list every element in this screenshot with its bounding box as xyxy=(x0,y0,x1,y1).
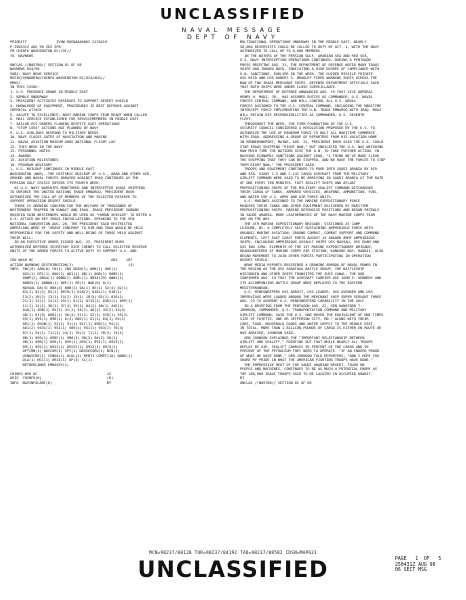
right-column-line: THE 4TH MARINE EXPEDITIONARY BRIGADE, STATIONED AT CAMP xyxy=(240,221,361,226)
right-column-line: HENRY H. MAUZ, JR., HAS ASSUMED DUTIES AS COMMANDER, U.S. NAVAL xyxy=(240,94,373,99)
right-column-line: THE 180,000 IRAQI TROOPS SAID TO BE LOCATED IN OCCUPIED KUWAIT. xyxy=(240,371,373,376)
left-column-line: NETHERLANDS EMBASSY(1) xyxy=(10,362,70,367)
right-column-line: AUTHORIZE THE USE OF MINIMUM FORCE TO HALT ALL MARITIME COMMERCE xyxy=(240,130,375,135)
left-column-line: INFO SNC(0) AAN(0) CN(1) CNO GBIN(1) 00N(1) 00E(1) xyxy=(10,267,118,272)
right-column-line: INTERCEPT FORCE IMPLEMENTING THE U.N. TRADE EMBARGO WITH IRAQ. MAUZ xyxy=(240,108,382,113)
left-column-line: 4. KNOWLEDGE OF EQUIPMENT, PROCEDURES IS BEST DEFENSE AGAINST xyxy=(10,103,139,108)
left-column-line: 11(1) 12(1) 36(1) 37(4) 39(1) 04(2) 08(1) 44E(1) xyxy=(10,303,124,308)
right-column-line: NEWS MEDIA REPORTS DESCRIBED A GROWING ARMADA OF NAVAL POWER IN xyxy=(240,262,377,267)
left-column-line: PRIORITY ZYUW RUENAAA0062 2170419 xyxy=(10,40,107,44)
left-column-line: IN AN EXECUTIVE ORDER ISSUED AUG. 22, PRESIDENT BUSH xyxy=(10,240,124,245)
naval-message-label: NAVAL MESSAGE xyxy=(181,27,285,34)
left-column-line: ORIG CHINFO(6) (6) xyxy=(10,376,114,381)
left-column-line: 8. "STOP LOSS" ACTIONS NOT PLANNED BY NAVY xyxy=(10,126,99,131)
left-column-line: THERE IS GROWING CONCERN FOR THE WELFARE OF THOUSANDS OF xyxy=(10,203,133,208)
page-info-line: 06 SECT MSG xyxy=(395,568,427,574)
left-column-line: NAVGAL DA(4) 0BA(4) 00B(1) 0A(1) 0E(1) 52(4) 02(1) xyxy=(10,285,129,290)
left-column-line: TO NAVNEWS xyxy=(10,53,34,58)
left-column-line: 59(1) 091(1) 098(1) 6(4) 60E(1) 61(1) 64(1) 65(2) xyxy=(10,317,126,322)
right-column-line: AND WATER FOR U.S. ARMY AND AIR FORCE UNITS. xyxy=(240,194,333,199)
left-column-line: NAVNEWS 034/90 xyxy=(10,67,40,72)
left-column-line: 9. U.S. AIRLINES RESPOND TO MILITARY NEEDS xyxy=(10,130,99,135)
left-column-line: A01(2) 9431(1) 951(1) V09(1) 941(1) 943(2) 76(4) xyxy=(10,326,124,331)
right-column-line: IMPERVIOUS WERE LOADED ABOARD THE MERCHANT SHIP SUPER SERVANT THREE xyxy=(240,294,382,299)
left-column-line: AUTHORIZED DEFENSE SECRETARY DICK CHENEY TO CALL SELECTED RESERVE xyxy=(10,244,147,249)
right-column-line: AIRLIFT AND SEALIFT," POINTING OUT THAT WHILE NEARLY ALL TROOPS xyxy=(240,340,373,345)
left-column-line: UNITS OF THE ARMED FORCES TO ACTIVE DUTY TO SUPPORT U.S. AND xyxy=(10,249,137,254)
left-column-line: RMKS/ xyxy=(10,80,21,85)
left-column-line: 5. SALUTE TO EXCELLENCE: NAVY-MARINE CORPS TEAM READY WHEN CALLED xyxy=(10,112,147,117)
right-column-line: JOHNSON, COMMANDER, U.S. TRANSPORTATION COMMAND AND MILITARY xyxy=(240,308,367,313)
dept-of-navy-label: DEPT OF NAVY xyxy=(187,34,279,41)
right-column-line: SHIPS, INCLUDING AMPHIBIOUS ASSAULT SHIPS USS NASSAU, USS GUAM AND xyxy=(240,240,380,245)
right-column-line: DEPLOY BY AIR, SEALIFT CARRIES 95 PERCENT OF THE CARGO AND 99 xyxy=(240,344,369,349)
left-column-line: UNCLAS //N05780// SECTION 01 OF 05 xyxy=(10,62,82,67)
left-column-line: USNAVCNS(1) CENDA(1) ULUL(1) MENT1 COMPT(10) NANS(1) xyxy=(10,353,133,358)
right-column-line: CARS, FOOD, HOUSEHOLD GOODS AND WATER SUPPLY TO THE MIDDLE EAST. xyxy=(240,321,375,326)
right-column-line: THEM RIGHT NOW," THE PRESIDENT SAID. xyxy=(240,162,316,167)
left-column-line: 16. PROGRAM ADVISORY xyxy=(10,162,53,167)
left-column-line: TO ENFORCE THE UNITED NATIONS TRADE EMBARGO, PRESIDENT BUSH xyxy=(10,190,135,195)
left-column-line: 40(1) 01(9) 0081(1) 56(4) 51(1) 52(1) 570(1) 55(2) xyxy=(10,312,129,317)
left-column-line: AMERICANS WERE OF "GRAVE CONCERN" TO HIM AND IRAQ WOULD BE HELD xyxy=(10,226,143,231)
left-column-line: SUPPORT OPERATION DESERT SHIELD. xyxy=(10,199,78,204)
classification-header: UNCLASSIFIED xyxy=(160,5,306,23)
right-column-line: PREPOSITIONING SHIPS. MARINE DEFENSIVE POSITIONS AND BEGAN PATROLS xyxy=(240,208,380,213)
right-column-line: LEJEUNE, NC, A COMPLETELY SELF-SUSTAINING AMPHIBIOUS FORCE WITH xyxy=(240,226,373,231)
left-column-line: AUTHORIZED THE CALL-UP OF MEMBERS OF THE SELECTED RESERVE TO xyxy=(10,194,137,199)
right-column-line: BACKING ECONOMIC SANCTIONS AGAINST IRAQ, "I THINK WE'VE MADE CLEAR xyxy=(240,153,380,158)
right-column-line: AND SEA. GIANT C-5 AND C-141 CARGO AIRCRAFT FROM THE MILITARY xyxy=(240,171,369,176)
left-column-line: AS U.S. NAVY WARSHIPS MONITORED AND INTERCEPTED IRAQI SHIPPING xyxy=(10,185,145,190)
right-column-line: SECURITY COUNCIL CONSIDERED A RESOLUTION PROPOSED BY THE U.S. TO xyxy=(240,126,375,131)
right-column-line: IN TOTAL, MORE THAN 1 BILLION POUNDS OF CARGO IS EITHER EN ROUTE OR xyxy=(240,326,382,331)
right-column-line: USS IWO JIMA. ELEMENTS OF THE 1ST MARINE EXPEDITIONARY BRIGADE, xyxy=(240,244,373,249)
right-column-line: AIRLIFT COMMAND, SAID THE U.S. HAD MOVED THE EQUIVALENT OF ONE TIMES xyxy=(240,312,384,317)
left-column-line: 21(1) 22(1) 23(1) 29(1) 61(2) 0715(1) 0301(1) 05P(1) xyxy=(10,299,133,304)
left-column-line: INFO NAVINFOLANT(6) BT xyxy=(10,381,112,386)
left-column-text xyxy=(10,40,224,386)
right-column-line: ITS ACCOMPANYING BATTLE GROUP WERE DEPLOYED TO THE EASTERN xyxy=(240,280,363,285)
right-column-text xyxy=(240,40,454,386)
left-column-line: THEIR WILL. xyxy=(10,235,34,240)
right-column-line: USS REID AND USS ROBERT G. BRADLEY FIRED WARNING SHOTS ACROSS THE xyxy=(240,76,377,81)
right-column-line: U.S. NAVY INTERCEPTION OPERATIONS CONTINUED. DURING A PENTAGON xyxy=(240,58,371,63)
right-column-line: TROOPS AND EQUIPMENT CONTINUED TO POUR INTO SAUDI ARABIA BY AIR xyxy=(240,167,377,172)
left-column-line: SUBJ: NAVY NEWS SERVICE xyxy=(10,71,59,76)
left-column-line: 00BS5(1) 00B00(1) 00F(1) 09(1) NAD(0) 0(1) xyxy=(10,280,112,285)
left-column-line: 15. AVIATION MILESTONES xyxy=(10,158,59,163)
left-column-line: WESTERNERS TRAPPED IN KUWAIT AND IRAQ. IRAQI PRESIDENT SADDAM xyxy=(10,208,139,213)
right-column-line: IN KENNEBUNKPORT, MAINE, AUG. 22, PRESIDENT BUSH SAID THE U.S. COULD xyxy=(240,140,384,145)
left-column-line: 9B(1) 09B(1) 098(1) 099(1) 095(1) 091(1) 0925(1) xyxy=(10,340,124,345)
left-column-line: 1. U.S. BUILDUP CONTINUES IN MIDDLE EAST xyxy=(10,167,95,172)
right-column-line: SHIPS HAD TURNED BACK, INDICATING A HIGH DEGREE OF COMPLIANCE WITH xyxy=(240,67,380,72)
right-column-line: ELEMENTS, LEFT EAST COAST PORTS AUGUST 15 ABOARD ARMY AMPHIBIOUS xyxy=(240,235,375,240)
left-column-line: 00BP(2) 0BA4(1) 00BN(2) 00BL(1) 0B34(29) 0WB1(1) xyxy=(10,276,124,281)
left-column-line: DLA(1) NCC(1) 09Z4(1) OP(2) SC(1) xyxy=(10,358,93,363)
right-column-line: UNCLAS //N05780// SECTION 02 OF 05 xyxy=(240,381,312,386)
right-column-line: THAT BOTH SHIPS WERE UNDER CLOSE SURVEILLANCE. xyxy=(240,85,337,90)
left-column-line: 13. PERSONNEL NOTES xyxy=(10,149,51,154)
right-column-line: AIRLIFT COMMAND WERE SAID TO BE ARRIVING IN SAUDI ARABIA AT THE RATE xyxy=(240,176,384,181)
left-column-line: 0B(1) 099(1) 098F(1) 9B0(1) 98(2) 90(2) 58(1) xyxy=(10,335,118,340)
left-column-line: P 250431Z AUG 90 ZEX ZFB xyxy=(10,44,61,49)
right-column-line: AUTHORIZED TO CALL UP TO 6,000 MEMBERS. xyxy=(240,49,323,54)
left-column-line: GROUND AND NAVAL FORCES ARRAYED AGAINST IRAQ CONTINUES AS THE xyxy=(10,176,139,181)
right-column-line: PRESS BRIEFING AUG. 21, THE DEPARTMENT OF DEFENSE NOTED MANY IRAQI xyxy=(240,62,380,67)
right-column-line: BEGAN MOVEMENT TO JOIN OTHER FORCES PARTICIPATING IN OPERATION xyxy=(240,253,371,258)
right-column-line: WILL RETAIN HIS RESPONSIBILITIES AS COMMANDER, U.S. SEVENTH xyxy=(240,112,365,117)
right-column-line: MULTINATIONAL OPERATIONS UNDERWAY IN THE MIDDLE EAST. NEARLY xyxy=(240,40,367,44)
page-info xyxy=(395,557,457,574)
left-column-line: ACTION NAVNEWS DISTRIBUTION(1) (4) xyxy=(10,262,135,267)
left-column-line: 83(1) 01(2) 05(1) 0978(1) 018(2) 0181(1) 018(1) xyxy=(10,290,122,295)
left-column-line: 1. U.S. PRESENCE GROWS IN MIDDLE EAST xyxy=(10,90,88,95)
left-column-line: CHINFO WSH DC 12 xyxy=(10,371,112,376)
left-column-line: 2. NIMBLE UNDERWAY xyxy=(10,94,48,99)
right-column-line: THE REGION AS THE USS SARATOGA BATTLE GROUP, THE BATTLESHIP xyxy=(240,267,365,272)
left-column-line: U.S. ATTACK ON KEY IRAQI INSTALLATIONS. SPEAKING TO THE VFW xyxy=(10,217,135,222)
right-column-line: FORCES ASSIGNED TO THE U.S. CENTRAL COMMAND, INCLUDING THE MARITIME xyxy=(240,103,382,108)
right-column-line: THE SHIPPING THAT THEY CAN BE STOPPED, AND WE HAVE THE FORCES TO STOP xyxy=(240,158,386,163)
right-column-line: IN THE WATERS OF THE PERSIAN GULF, ARABIAN SEA AND RED SEA, xyxy=(240,53,369,58)
right-column-line: BT xyxy=(240,376,245,381)
right-column-line: 50,000 RESERVISTS COULD BE CALLED TO DUTY BY OCT. 1, WITH THE NAVY xyxy=(240,44,380,49)
right-column-line: U.N. SANCTIONS. EARLIER IN THE WEEK, THE GUIDED MISSILE FRIGATE xyxy=(240,71,373,76)
left-column-line: 14. AWARDS xyxy=(10,153,32,158)
right-column-line: U.S. MARINES ASSIGNED TO THE MARINE EXPEDITIONARY FORCE xyxy=(240,199,361,204)
right-column-line: U.S. MINESWEEPERS USS ADROIT, USS LEADER, USS AVENGER AND USS xyxy=(240,290,373,295)
left-column-line: 87(1) 94(1) 711(1) 24(1) 76(2) 71(1) 78(3) 74(1) xyxy=(10,331,124,335)
left-column-line: IN THIS ISSUE: xyxy=(10,85,40,90)
left-column-line: 09(1) 092(1) 0922(1) 0922F(1) 0923(1) 0974(1) xyxy=(10,344,118,349)
left-column-line: 11. NAVAL AVIATION MUSEUM ADDS NATIONAL FLIGHT LOG xyxy=(10,140,116,145)
page-info-line: 250431Z AUG 90 xyxy=(395,562,436,568)
right-column-line: FLEET. xyxy=(240,117,253,122)
left-column-line: 6. MAIL SERVICE ESTABLISHED FOR SERVICEMEMBERS IN MIDDLE EAST xyxy=(10,117,139,122)
left-column-line: CHO WASH DC ADV 107 xyxy=(10,258,133,263)
left-column-line: NATIONAL CONVENTION AUG. 20, THE PRESIDENT SAID RESTRICTED xyxy=(10,221,133,226)
left-column-line: 04A(1) 4DN(1) 65(1) 41(1) 45(1) 46(1) 43(2) 44(4) xyxy=(10,308,126,313)
left-column-line: RESPONSIBLE FOR THE SAFETY AND WELL-BEING OF THOSE HELD AGAINST xyxy=(10,230,143,235)
right-column-line: SIZE OF FAYETTE. ONE OR JEFFERSON CITY, MO." ALONG WITH THEIR xyxy=(240,317,369,322)
classification-footer: UNCLASSIFIED xyxy=(137,558,329,583)
left-column-line: 3. PRESIDENT ACTIVATES RESERVES TO SUPPORT DESERT SHIELD xyxy=(10,99,129,104)
left-column-line: MSGID/GENADMIN/CHINFO WASHINGTON DC/OI4/AUG// xyxy=(10,76,105,81)
left-column-line: PERSIAN GULF CRISIS ENTERS ITS FOURTH WEEK. xyxy=(10,180,101,185)
right-column-line: CONFIRMED AUG. 19 THAT THE AIRCRAFT CARRIER USS JOHN F. KENNEDY AND xyxy=(240,276,382,281)
right-column-line: GEN JOHNSON EXPLAINED THE "IMPORTANT RELATIONSHIP BETWEEN xyxy=(240,335,365,340)
right-column-line: SHARE MY PRIDE IN WHAT THE AMERICAN FIGHTING TROOPS HAVE DONE." xyxy=(240,358,373,363)
right-column-line: HAS ARRIVED, JOHNSON SAID. xyxy=(240,331,295,335)
right-column-line: PERCENT OF THE PETROLEUM THEY NEED TO OPERATE. "IF AN INDEED PROUD xyxy=(240,349,380,354)
right-column-line: FORCES CENTRAL COMMAND, AND WILL CONTROL ALL U.S. NAVAL xyxy=(240,99,356,104)
right-column-line: THE DEPARTMENT OF DEFENSE ANNOUNCED AUG. 19 THAT VICE ADMIRAL xyxy=(240,90,373,95)
right-column-line: WITH IRAQ. ADDRESSING A GROUP OF REPORTERS FROM HIS VACATION HOME xyxy=(240,135,377,140)
right-column-line: STOP IRAQI SHIPPING "RIGHT NOW," BUT INDICATED THE U.S. WAS WEIGHING xyxy=(240,144,384,149)
right-column-line: PREPOSITIONING SHIPS OF THE MILITARY SEALIFT COMMAND DISCHARGED xyxy=(240,185,373,190)
right-column-line: ARE ON THE WAY. xyxy=(240,217,272,222)
right-column-line: OF WHAT WE HAVE DONE," GEN JOHNSON TOLD REPORTERS, "AND I HOPE YOU xyxy=(240,353,380,358)
right-column-line: READIED THEIR TANKS AND OTHER EQUIPMENT DELIVERED BY MARITIME xyxy=(240,203,369,208)
right-column-line: THEIR CARGO OF TANKS, ARMORED VEHICLES, WEAPONS, AMMUNITION, FUEL xyxy=(240,190,377,195)
left-column-line: 10. NAVY CLOSES GATES AT NAVSTATION AND MARINE xyxy=(10,135,107,140)
right-column-line: OF ONE EVERY TEN MINUTES. FAST SEALIFT SHIPS AND AFLOAT xyxy=(240,180,356,185)
left-column-line: HUSSEIN SAID WESTERNERS WOULD BE USED AS "HUMAN SHIELDS" TO DETER A xyxy=(10,212,152,217)
right-column-line: HEADQUARTERED AT MARINE CORPS AIR STATION, KANEOHE BAY, HAWAII, ALSO xyxy=(240,249,384,254)
right-column-line: THE IMPRESSIVE HEAT OF THE SAUDI ARABIAN DESERT. TOUGH ON xyxy=(240,362,365,367)
right-column-line: ORGANIC MARINE AVIATION, GROUND COMBAT, COMBAT SUPPORT AND COMMAND xyxy=(240,230,380,235)
right-column-line: IN A BRIEFING FROM THE PENTAGON AUG. 22, GEN HANSFORD T. xyxy=(240,303,363,308)
left-column-line: 0G2(1) OP1(1) 006(1) 0D1(1) 0B(1) 00B(1) 00BE(1) xyxy=(10,271,124,276)
left-column-line: OPTCMN(1) NAVCOM(1) SPT(1) NAVSECGRU(1) NCN(1) xyxy=(10,349,120,354)
right-column-line: HOW MUCH TIME THE NATIONS GIVE THE U.N. TO TAKE FURTHER ACTION. IN xyxy=(240,149,380,154)
right-column-line: WISCONSIN AND OTHER SHIPS TRANSITED THE SUEZ CANAL. THE OOD xyxy=(240,271,365,276)
left-column-line: 13(2) 10(2) 13(1) 14(2) 15(1) 18(5) 02(1) 028(1) xyxy=(10,294,124,299)
right-column-line: AUG. 23 TO AUGMENT U.S. MINESWEEPING CAPABILITY IN THE GULF. xyxy=(240,299,367,304)
right-column-line: PEOPLE AND MACHINES, CONTINUES TO BE AS MUCH A POTENTIAL ENEMY AS xyxy=(240,367,377,372)
routing-footer-line: MCN=90237/08128 TOR=90237/04192 TAD=90237/08582 CDSN=MAP631 xyxy=(149,551,317,556)
left-column-line: 081(1) 094B(1) 92(1) 91(1) 01T(1) 09B(1) 94(1) xyxy=(10,321,120,326)
left-column-line: 12. THIS WEEK IN THE NAVY xyxy=(10,144,63,149)
right-column-line: THROUGHOUT THE WEEK, THE FIRM FOUNDATION OF THE U.S. xyxy=(240,121,354,126)
right-column-line: MEDITERRANEAN. xyxy=(240,285,270,290)
left-column-line: FM CHINFO WASHINGTON DC//OI// xyxy=(10,49,72,54)
right-column-line: BOW OF TWO IRAQI MERCHANT SHIPS. DEFENSE DEPARTMENT OFFICIALS SAID xyxy=(240,80,380,85)
page-info-line: PAGE 1 OF 5 xyxy=(395,557,442,562)
right-column-line: IN SAUDI ARABIA. MORE LEATHERNECKS OF THE NAVY-MARINE CORPS TEAM xyxy=(240,212,375,217)
left-column-line: WASHINGTON (NNS)--THE HISTORIC BUILDUP OF U.S., ARAB AND OTHER AIR, xyxy=(10,171,152,176)
left-column-line: CHEMICAL ATTACK xyxy=(10,108,42,113)
left-column-line: 7. SAILOR PCS ORDERS FLOWING DESPITE EAST OPERATIONS xyxy=(10,121,120,126)
right-column-line: DESERT SHIELD. xyxy=(240,258,270,263)
